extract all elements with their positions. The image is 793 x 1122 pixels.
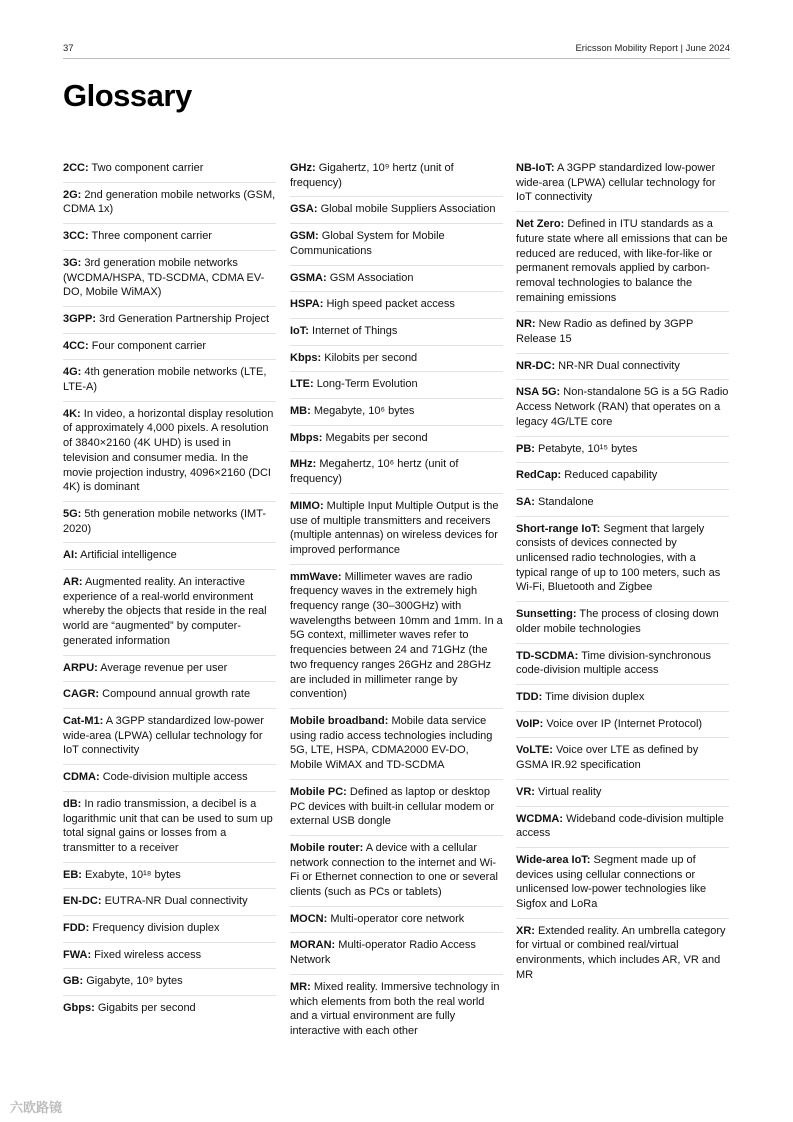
glossary-definition: Defined as laptop or desktop PC devices with built-in cellular modem or external USB dongle xyxy=(290,785,495,828)
glossary-definition: 5th generation mobile networks (IMT-2020) xyxy=(63,507,266,535)
glossary-term: 4G: xyxy=(63,366,82,379)
glossary-term: NR: xyxy=(516,318,536,331)
glossary-entry xyxy=(516,440,729,464)
glossary-term: VoLTE: xyxy=(516,744,553,757)
header-divider xyxy=(63,58,730,59)
glossary-definition: Mobile data service using radio access technologies including 5G, LTE, HSPA, CDMA2000 EV-DO, Mobile WiMAX and TD-SCDMA xyxy=(290,714,493,772)
glossary-term: MHz: xyxy=(290,458,317,471)
glossary-entry xyxy=(290,375,503,399)
glossary-entry xyxy=(63,159,276,183)
glossary-entry xyxy=(290,497,503,565)
glossary-definition: A 3GPP standardized low-power wide-area (LPWA) cellular technology for IoT connectivity xyxy=(516,162,716,204)
glossary-term: NSA 5G: xyxy=(516,386,561,399)
glossary-entry xyxy=(516,688,729,712)
glossary-entry xyxy=(290,455,503,493)
glossary-definition: Segment made up of devices using cellular connections or unlicensed low-power technologies like Sigfox and LoRa xyxy=(516,853,707,911)
glossary-entry xyxy=(63,919,276,943)
glossary-definition: Megahertz, 10⁶ hertz (unit of frequency) xyxy=(290,458,459,486)
glossary-term: EB: xyxy=(63,868,82,881)
glossary-term: PB: xyxy=(516,442,535,455)
glossary-entry xyxy=(290,349,503,373)
glossary-entry xyxy=(63,573,276,656)
glossary-definition: GSM Association xyxy=(329,271,414,284)
glossary-definition: Reduced capability xyxy=(564,469,658,482)
glossary-term: MOCN: xyxy=(290,912,328,925)
glossary-definition: Three component carrier xyxy=(91,230,212,243)
glossary-term: GSM: xyxy=(290,230,319,243)
glossary-entry xyxy=(290,295,503,319)
glossary-definition: Wideband code-division multiple access xyxy=(516,812,724,840)
glossary-entry xyxy=(63,186,276,224)
glossary-definition: The process of closing down older mobile technologies xyxy=(516,608,719,635)
glossary-term: AR: xyxy=(63,576,83,589)
glossary-entry xyxy=(516,810,729,848)
glossary-definition: A 3GPP standardized low-power wide-area (LPWA) cellular technology for IoT connectivity xyxy=(63,714,264,757)
glossary-entry xyxy=(63,712,276,765)
glossary-term: Mobile broadband: xyxy=(290,714,389,727)
glossary-definition: Two component carrier xyxy=(91,162,204,174)
glossary-term: Mobile router: xyxy=(290,841,364,854)
glossary-term: AI: xyxy=(63,549,78,562)
glossary-entry xyxy=(63,363,276,401)
glossary-definition: Compound annual growth rate xyxy=(102,688,251,701)
glossary-term: GSMA: xyxy=(290,271,327,284)
glossary-definition: New Radio as defined by 3GPP Release 15 xyxy=(516,318,694,346)
glossary-definition: Four component carrier xyxy=(91,339,207,352)
glossary-column-1 xyxy=(63,159,276,1025)
glossary-definition: Multi-operator Radio Access Network xyxy=(290,939,476,967)
glossary-entry xyxy=(63,946,276,970)
glossary-entry xyxy=(63,659,276,683)
glossary-term: Sunsetting: xyxy=(516,608,577,621)
glossary-term: dB: xyxy=(63,797,82,810)
report-title: Ericsson Mobility Report | June 2024 xyxy=(575,43,730,54)
glossary-entry xyxy=(290,712,503,780)
glossary-definition: High speed packet access xyxy=(326,298,455,311)
glossary-term: Gbps: xyxy=(63,1002,95,1015)
glossary-term: MR: xyxy=(290,980,311,993)
watermark: 六欧路镜 xyxy=(10,1100,63,1115)
glossary-definition: Artificial intelligence xyxy=(80,549,177,562)
glossary-term: VoIP: xyxy=(516,717,544,730)
glossary-definition: Multi-operator core network xyxy=(330,912,465,925)
glossary-definition: 3rd generation mobile networks (WCDMA/HSPA, TD-SCDMA, CDMA EV-DO, Mobile WiMAX) xyxy=(63,256,265,299)
glossary-term: FWA: xyxy=(63,948,92,961)
glossary-term: CDMA: xyxy=(63,771,100,784)
glossary-definition: Voice over IP (Internet Protocol) xyxy=(546,717,703,730)
glossary-definition: 4th generation mobile networks (LTE, LTE-A) xyxy=(63,366,267,394)
glossary-term: NR-DC: xyxy=(516,359,556,372)
glossary-definition: Megabyte, 10⁶ bytes xyxy=(313,405,415,418)
glossary-term: Short-range IoT: xyxy=(516,522,601,535)
glossary-term: TDD: xyxy=(516,690,543,703)
glossary-entry xyxy=(63,337,276,361)
glossary-entry xyxy=(63,892,276,916)
glossary-term: MIMO: xyxy=(290,499,324,512)
glossary-definition: Kilobits per second xyxy=(324,351,418,364)
glossary-term: 3GPP: xyxy=(63,312,97,325)
glossary-term: MORAN: xyxy=(290,939,336,952)
glossary-term: GHz: xyxy=(290,162,316,174)
glossary-definition: Millimeter waves are radio frequency waves in the extremely high frequency range (30–300GHz) with wavelengths between 10mm and 1mm. In a 5G context, millimeter waves refer to frequencies between 24 and 71GHz (the two frequency ranges 26GHz and 28GHz are included in millimeter range by convention) xyxy=(290,570,503,701)
glossary-entry xyxy=(516,783,729,807)
glossary-entry xyxy=(290,568,503,709)
glossary-term: 4CC: xyxy=(63,339,89,352)
glossary-definition: Global System for Mobile Communications xyxy=(290,230,445,257)
glossary-column-3 xyxy=(516,159,729,992)
glossary-term: Wide-area IoT: xyxy=(516,853,591,866)
glossary-entry xyxy=(63,866,276,890)
glossary-entry xyxy=(290,936,503,974)
glossary-definition: Augmented reality. An interactive experience of a real-world environment whereby the objects that reside in the real world are “augmented” by computer-generated information xyxy=(63,576,267,647)
glossary-term: SA: xyxy=(516,495,535,508)
glossary-term: RedCap: xyxy=(516,469,562,482)
glossary-entry xyxy=(63,972,276,996)
glossary-definition: Multiple Input Multiple Output is the use of multiple transmitters and receivers (multiple antennas) on wireless devices for improved performance xyxy=(290,499,499,556)
glossary-entry xyxy=(63,999,276,1022)
glossary-entry xyxy=(290,910,503,934)
glossary-entry xyxy=(290,200,503,224)
glossary-entry xyxy=(290,227,503,265)
glossary-entry xyxy=(516,383,729,436)
glossary-term: Net Zero: xyxy=(516,218,565,231)
glossary-definition: Internet of Things xyxy=(312,324,398,337)
glossary-entry xyxy=(516,520,729,603)
glossary-column-2 xyxy=(290,159,503,1048)
glossary-entry xyxy=(516,715,729,739)
glossary-term: EN-DC: xyxy=(63,895,102,908)
glossary-term: LTE: xyxy=(290,378,314,391)
glossary-entry xyxy=(516,741,729,779)
glossary-entry xyxy=(290,402,503,426)
glossary-entry xyxy=(516,315,729,353)
glossary-definition: Time division-synchronous code-division multiple access xyxy=(516,649,711,677)
glossary-term: Mbps: xyxy=(290,431,323,444)
page-number: 37 xyxy=(63,43,74,54)
glossary-definition: Virtual reality xyxy=(538,785,602,798)
glossary-definition: A device with a cellular network connection to the internet and Wi-Fi or Ethernet connection to one or several clients (such as PCs or tablets) xyxy=(290,841,498,899)
glossary-entry xyxy=(63,310,276,334)
glossary-entry xyxy=(290,783,503,836)
glossary-entry xyxy=(63,254,276,307)
glossary-term: VR: xyxy=(516,785,535,798)
glossary-term: HSPA: xyxy=(290,298,324,311)
glossary-entry xyxy=(516,215,729,312)
glossary-definition: Frequency division duplex xyxy=(92,922,220,935)
glossary-definition: Code-division multiple access xyxy=(102,771,248,784)
glossary-term: 2CC: xyxy=(63,162,89,174)
glossary-term: 5G: xyxy=(63,507,82,520)
glossary-entry xyxy=(290,159,503,197)
glossary-term: 3CC: xyxy=(63,230,89,243)
glossary-entry xyxy=(63,768,276,792)
glossary-definition: Defined in ITU standards as a future state where all emissions that can be reduced are reduced, with like-for-like or permanent removals applied by carbon-removal technologies to balance the remaining emissions xyxy=(516,218,728,304)
glossary-entry xyxy=(290,269,503,293)
glossary-term: CAGR: xyxy=(63,688,100,701)
glossary-entry xyxy=(516,851,729,919)
glossary-definition: 3rd Generation Partnership Project xyxy=(99,312,270,325)
glossary-definition: Gigabyte, 10⁹ bytes xyxy=(86,975,183,988)
glossary-entry xyxy=(516,466,729,490)
glossary-term: Kbps: xyxy=(290,351,322,364)
glossary-term: Mobile PC: xyxy=(290,785,347,798)
glossary-entry xyxy=(516,159,729,212)
glossary-term: 3G: xyxy=(63,256,82,269)
glossary-definition: In radio transmission, a decibel is a logarithmic unit that can be used to sum up total signal gains or losses from a transmitter to a receiver xyxy=(63,797,273,854)
glossary-entry xyxy=(63,405,276,502)
page-title: Glossary xyxy=(63,78,192,113)
glossary-definition: Segment that largely consists of devices connected by unlicensed radio technologies, with a typical range of up to 100 meters, such as Wi-Fi, Bluetooth and Zigbee xyxy=(516,522,721,594)
glossary-entry xyxy=(290,429,503,453)
glossary-term: GSA: xyxy=(290,203,318,216)
glossary-definition: Megabits per second xyxy=(325,431,428,444)
glossary-entry xyxy=(63,685,276,709)
glossary-definition: Voice over LTE as defined by GSMA IR.92 specification xyxy=(516,744,699,772)
glossary-entry xyxy=(63,546,276,570)
glossary-entry xyxy=(516,647,729,685)
glossary-definition: Average revenue per user xyxy=(100,661,228,674)
glossary-entry xyxy=(290,839,503,907)
glossary-term: FDD: xyxy=(63,922,90,935)
glossary-entry xyxy=(290,978,503,1045)
glossary-definition: Fixed wireless access xyxy=(94,948,202,961)
glossary-entry xyxy=(516,605,729,643)
glossary-term: NB-IoT: xyxy=(516,162,555,174)
glossary-definition: Exabyte, 10¹⁸ bytes xyxy=(85,868,181,881)
glossary-term: WCDMA: xyxy=(516,812,564,825)
glossary-term: 2G: xyxy=(63,188,82,201)
glossary-term: mmWave: xyxy=(290,570,342,583)
glossary-definition: Standalone xyxy=(538,495,594,508)
glossary-definition: Petabyte, 10¹⁵ bytes xyxy=(538,442,638,455)
glossary-definition: NR-NR Dual connectivity xyxy=(558,359,680,372)
glossary-definition: Non-standalone 5G is a 5G Radio Access Network (RAN) that operates on a legacy 4G/LTE core xyxy=(516,386,729,428)
glossary-definition: Gigahertz, 10⁹ hertz (unit of frequency) xyxy=(290,162,454,189)
glossary-definition: In video, a horizontal display resolution of approximately 4,000 pixels. A resolution of 3840×2160 (4K UHD) is used in television and consumer media. In the movie projection industry, 4096×2160 (DCI 4K) is dominant xyxy=(63,407,274,494)
glossary-entry xyxy=(63,505,276,543)
glossary-entry xyxy=(516,493,729,517)
glossary-entry xyxy=(290,322,503,346)
glossary-entry xyxy=(63,795,276,863)
glossary-definition: 2nd generation mobile networks (GSM, CDMA 1x) xyxy=(63,188,276,216)
glossary-term: XR: xyxy=(516,924,535,937)
page-header xyxy=(63,41,730,59)
glossary-term: ARPU: xyxy=(63,661,98,674)
glossary-term: 4K: xyxy=(63,407,81,420)
glossary-definition: Global mobile Suppliers Association xyxy=(320,203,496,216)
glossary-definition: Long-Term Evolution xyxy=(316,378,418,391)
glossary-definition: EUTRA-NR Dual connectivity xyxy=(104,895,248,908)
glossary-definition: Gigabits per second xyxy=(97,1002,196,1015)
glossary-term: GB: xyxy=(63,975,84,988)
glossary-definition: Time division duplex xyxy=(545,690,645,703)
glossary-term: TD-SCDMA: xyxy=(516,649,579,662)
glossary-term: MB: xyxy=(290,405,311,418)
glossary-entry xyxy=(516,357,729,381)
glossary-entry xyxy=(516,922,729,989)
glossary-entry xyxy=(63,227,276,251)
glossary-term: Cat-M1: xyxy=(63,714,104,727)
glossary-definition: Mixed reality. Immersive technology in which elements from both the real world and a virtual environment are fully interactive with each other xyxy=(290,980,500,1037)
glossary-definition: Extended reality. An umbrella category for virtual or combined real/virtual environments, which includes AR, VR and MR xyxy=(516,924,726,981)
glossary-term: IoT: xyxy=(290,324,309,337)
